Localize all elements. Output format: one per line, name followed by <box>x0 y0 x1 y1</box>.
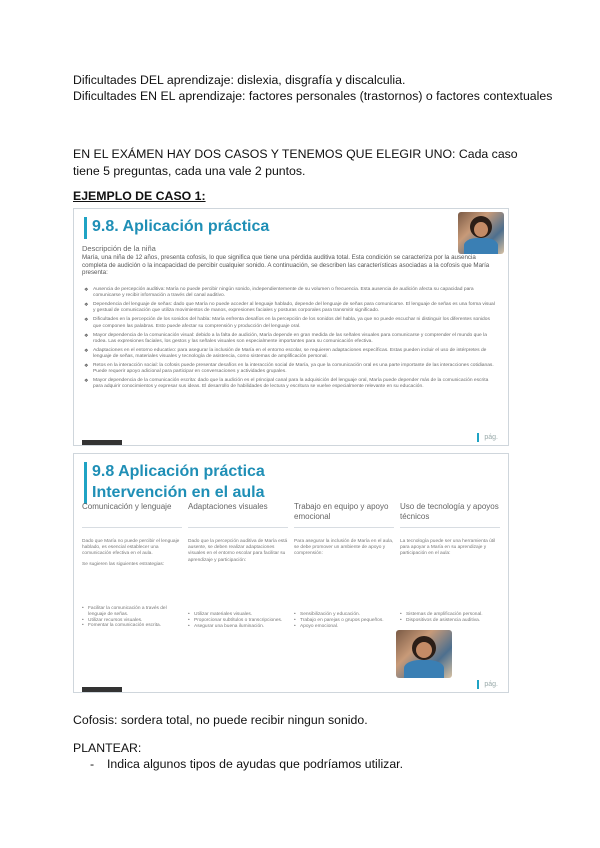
list-item: • Asegurar una buena iluminación. <box>188 624 288 630</box>
slide-title: 9.8. Aplicación práctica <box>92 218 270 235</box>
column-heading: Trabajo en equipo y apoyo emocional <box>294 502 394 528</box>
list-item: • Utilizar recursos visuales. <box>82 618 182 624</box>
slide-title-2: Intervención en el aula <box>92 484 265 501</box>
list-item: • Dispositivos de asistencia auditiva. <box>400 618 500 624</box>
list-item: • Trabajo en parejas o grupos pequeños. <box>294 618 394 624</box>
list-item: • Facilitar la comunicación a través del lenguaje de señas. <box>82 606 182 618</box>
slide-intro-text: María, una niña de 12 años, presenta cofosis, lo que significa que tiene una pérdida auditiva total. Esta condición se caracteriza por la ausencia completa de audición o la incapacidad de percibir cualquier sonido. A continuación, se describen las características asociadas a la cofosis que María presenta: <box>82 254 490 277</box>
intervention-columns <box>82 502 500 568</box>
column-communication <box>82 502 182 568</box>
column-text: Dado que la percepción auditiva de María está ausente, se deben realizar adaptaciones visuales en el entorno escolar para facilitar su aprendizaje y participación: <box>188 539 288 563</box>
page-label: pág. <box>477 433 498 442</box>
student-photo <box>458 212 504 254</box>
list-item: ❖ Retos en la interacción social: la cofosis puede presentar desafíos en la interacción social de María, ya que la comunicación oral es una parte importante de las interacciones cotidianas. Puede requerir apoyo adicional para participar en conversaciones y actividades grupales. <box>84 363 496 376</box>
list-item: • Proporcionar subtítulos o transcripciones. <box>188 618 288 624</box>
case-slide-intervention <box>73 453 509 693</box>
case-slide-description <box>73 208 509 446</box>
column-teamwork <box>294 502 394 568</box>
title-accent-bar <box>84 462 87 504</box>
list-item: ❖ Dependencia del lenguaje de señas: dado que María no puede acceder al lenguaje hablado, depende del lenguaje de señas para comunicarse. El lenguaje de señas es una forma visual y gestual de comunicación que utiliza movimientos de manos, expresiones faciales y posturas corporales para transmitir significado. <box>84 302 496 315</box>
page-label: pág. <box>477 680 498 689</box>
column-text: Para asegurar la inclusión de María en el aula, se debe promover un ambiente de apoyo y comprensión: <box>294 539 394 557</box>
exam-info-paragraph: EN EL EXÁMEN HAY DOS CASOS Y TENEMOS QUE ELEGIR UNO: Cada caso tiene 5 preguntas, cada una vale 2 puntos. <box>73 147 518 178</box>
list-item: ❖ Mayor dependencia de la comunicación visual: debido a la falta de audición, María depende en gran medida de las señales visuales para comunicarse y comprender el mundo que la rodea. Las expresiones faciales, los gestos y las señales visuales son especialmente importantes para su comunicación efectiva. <box>84 333 496 346</box>
column-text: Dado que María no puede percibir el lenguaje hablado, es esencial establecer una comunicación efectiva en el aula. <box>82 539 180 557</box>
list-item: • Sensibilización y educación. <box>294 612 394 618</box>
logo-mark <box>82 440 122 445</box>
slide-subtitle: Descripción de la niña <box>82 244 156 253</box>
column-text: La tecnología puede ser una herramienta útil para apoyar a María en su aprendizaje y participación en el aula: <box>400 539 496 557</box>
column-heading: Adaptaciones visuales <box>188 502 288 528</box>
column-list <box>294 612 394 629</box>
column-heading: Comunicación y lenguaje <box>82 502 182 528</box>
list-item: ❖ Ausencia de percepción auditiva: María no puede percibir ningún sonido, independientemente de su volumen o frecuencia. Esta ausencia de audición afecta su capacidad para comunicarse y recibir información a través del canal auditivo. <box>84 287 496 300</box>
list-item: ❖ Adaptaciones en el entorno educativo: para asegurar la inclusión de María en el entorno escolar, se requieren adaptaciones específicas. Estas pueden incluir el uso de intérpretes de lenguaje de señas, materiales visuales y tecnología de asistencia, como sistemas de amplificación personal. <box>84 348 496 361</box>
title-accent-bar <box>84 217 87 239</box>
column-heading: Uso de tecnología y apoyos técnicos <box>400 502 500 528</box>
column-list <box>82 606 182 629</box>
plantear-heading: PLANTEAR: <box>73 741 142 755</box>
cofosis-definition: Cofosis: sordera total, no puede recibir ningun sonido. <box>73 713 368 727</box>
column-list <box>400 612 500 629</box>
text-line-dificultades-en: Dificultades EN EL aprendizaje: factores personales (trastornos) o factores contextuales <box>73 89 553 103</box>
list-item: • Utilizar materiales visuales. <box>188 612 288 618</box>
list-dash: - <box>90 757 95 771</box>
column-list <box>188 612 288 629</box>
slide-title: 9.8 Aplicación práctica <box>92 463 265 480</box>
characteristics-list <box>84 287 496 393</box>
example-heading: EJEMPLO DE CASO 1: <box>73 189 206 203</box>
list-item: • Apoyo emocional. <box>294 624 394 630</box>
intervention-lists <box>82 606 500 629</box>
column-technology <box>400 502 500 568</box>
list-item: • Fomentar la comunicación escrita. <box>82 623 182 629</box>
student-photo <box>396 630 452 678</box>
question-item: Indica algunos tipos de ayudas que podríamos utilizar. <box>107 757 403 771</box>
list-item: • Sistemas de amplificación personal. <box>400 612 500 618</box>
list-item: ❖ Mayor dependencia de la comunicación escrita: dado que la audición es el principal canal para la adquisición del lenguaje oral, María puede depender más de la comunicación escrita para adquirir conocimientos y expresar sus ideas. El desarrollo de habilidades de lectura y escritura se vuelve especialmente relevante en su educación. <box>84 378 496 391</box>
logo-mark <box>82 687 122 692</box>
text-line-dificultades-del: Dificultades DEL aprendizaje: dislexia, disgrafía y discalculia. <box>73 73 406 87</box>
list-item: ❖ Dificultades en la percepción de los sonidos del habla: María enfrenta desafíos en la percepción de los sonidos del habla, ya que no puede escuchar ni distinguir los diferentes sonidos que componen las palabras. Esto puede afectar su comprensión y producción del lenguaje oral. <box>84 317 496 330</box>
column-visual <box>188 502 288 568</box>
column-text-2: Se sugieren las siguientes estrategias: <box>82 561 165 567</box>
